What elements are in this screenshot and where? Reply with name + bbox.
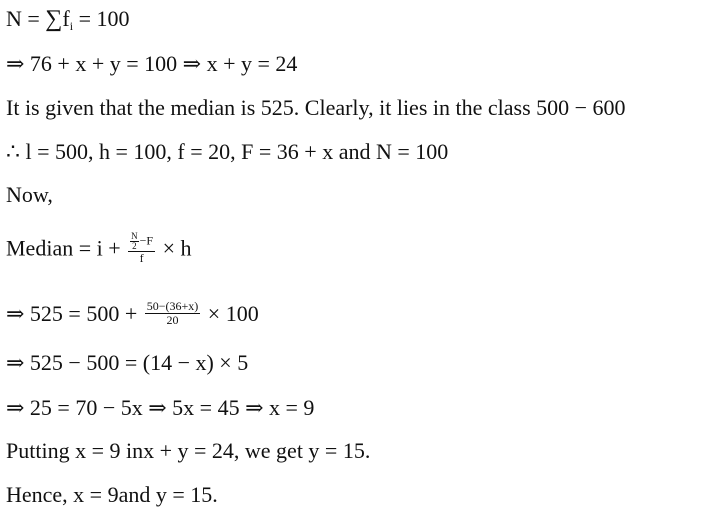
line-putting: Putting x = 9 inx + y = 24, we get y = 15. (6, 438, 371, 463)
numerator-tail: −F (139, 233, 154, 248)
line-median-formula (6, 231, 192, 267)
substitution-lhs: ⇒ 525 = 500 + (6, 301, 143, 326)
median-formula-lhs: Median = i + (6, 235, 127, 261)
line-sum-frequencies (6, 6, 130, 39)
line-1-rhs: = 100 (73, 6, 130, 31)
subscript-i: i (69, 19, 74, 33)
substitution-rhs: × 100 (202, 301, 259, 326)
line-simplify-1: ⇒ 525 − 500 = (14 − x) × 5 (6, 350, 249, 375)
line-substitution (6, 301, 259, 329)
line-now: Now, (6, 182, 53, 207)
n-over-2-denominator: 2 (132, 241, 137, 251)
line-values: ∴ l = 500, h = 100, f = 20, F = 36 + x and N = 100 (6, 139, 449, 164)
n-over-2 (130, 232, 139, 251)
line-median-given: It is given that the median is 525. Clearly, it lies in the class 500 − 600 (6, 95, 626, 120)
line-simplify-2: ⇒ 25 = 70 − 5x ⇒ 5x = 45 ⇒ x = 9 (6, 395, 315, 420)
line-1-lhs: N = (6, 6, 46, 31)
median-formula-rhs: × h (157, 235, 192, 261)
median-fraction (128, 232, 155, 265)
median-fraction-numerator (128, 232, 155, 252)
line-x-plus-y: ⇒ 76 + x + y = 100 ⇒ x + y = 24 (6, 51, 298, 76)
f-symbol: f (62, 6, 70, 31)
substitution-numerator: 50−(36+x) (146, 299, 199, 314)
line-conclusion: Hence, x = 9and y = 15. (6, 482, 218, 507)
substitution-fraction (145, 300, 201, 327)
median-fraction-denominator: f (139, 251, 144, 265)
n-over-2-numerator: N (131, 231, 138, 241)
summation-symbol: ∑ (45, 6, 63, 32)
substitution-denominator: 20 (166, 313, 179, 328)
